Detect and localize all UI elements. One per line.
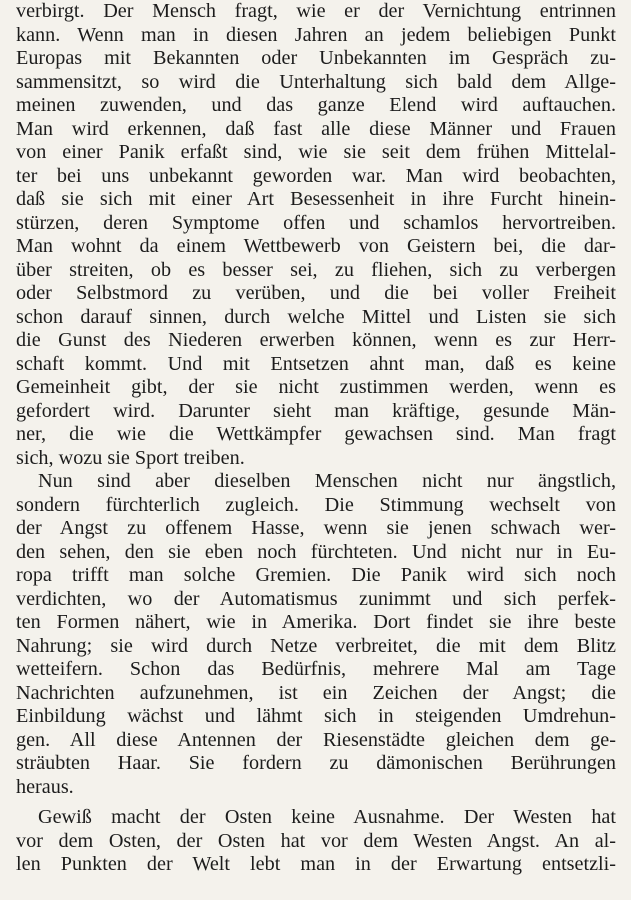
text-line: daß sie sich mit einer Art Besessenheit in ihre Furcht hinein-	[16, 188, 616, 210]
text-line: meinen zuwenden, und das ganze Elend wird auftauchen.	[16, 94, 616, 116]
text-line: den sehen, den sie eben noch fürchteten. Und nicht nur in Eu-	[16, 540, 616, 563]
body-text	[16, 0, 616, 877]
paragraph-1	[16, 0, 616, 470]
text-line: sondern fürchterlich zugleich. Die Stimmung wechselt von	[16, 493, 616, 516]
text-line: verbirgt. Der Mensch fragt, wie er der Vernichtung entrinnen	[16, 0, 616, 22]
text-line: sich, wozu sie Sport treiben.	[16, 446, 245, 469]
text-line: ner, die wie die Wettkämpfer gewachsen sind. Man fragt	[16, 423, 616, 445]
text-line: oder Selbstmord zu verüben, und die bei voller Freiheit	[16, 282, 616, 304]
text-line: Man wohnt da einem Wettbewerb von Geistern bei, die dar-	[16, 235, 616, 257]
text-line: ropa trifft man solche Gremien. Die Panik wird sich noch	[16, 564, 616, 586]
paragraph-gap	[16, 799, 616, 806]
text-line: Nahrung; sie wird durch Netze verbreitet, die mit dem Blitz	[16, 634, 616, 657]
text-line: sträubten Haar. Sie fordern zu dämonischen Berührungen	[16, 752, 616, 774]
text-line: gefordert wird. Darunter sieht man kräftige, gesunde Män-	[16, 399, 616, 422]
text-line: ter bei uns unbekannt geworden war. Man wird beobachten,	[16, 164, 616, 187]
text-line: gen. All diese Antennen der Riesenstädte gleichen dem ge-	[16, 728, 616, 751]
text-line: Einbildung wächst und lähmt sich in steigenden Umdrehun-	[16, 705, 616, 727]
text-line: die Gunst des Niederen erwerben können, wenn es zur Herr-	[16, 329, 616, 351]
text-line: heraus.	[16, 775, 74, 798]
paragraph-2	[16, 470, 616, 799]
text-line: schon darauf sinnen, durch welche Mittel und Listen sie sich	[16, 305, 616, 328]
text-line: kann. Wenn man in diesen Jahren an jedem beliebigen Punkt	[16, 23, 616, 46]
text-line: Gemeinheit gibt, der sie nicht zustimmen werden, wenn es	[16, 376, 616, 398]
text-line: über streiten, ob es besser sei, zu fliehen, sich zu verbergen	[16, 258, 616, 281]
text-line: vor dem Osten, der Osten hat vor dem Westen Angst. An al-	[16, 829, 616, 852]
text-line: wetteifern. Schon das Bedürfnis, mehrere Mal am Tage	[16, 658, 616, 680]
text-line: ten Formen nähert, wie in Amerika. Dort findet sie ihre beste	[16, 611, 616, 633]
paragraph-3	[16, 806, 616, 877]
text-line: Nachrichten aufzunehmen, ist ein Zeichen der Angst; die	[16, 681, 616, 704]
text-line: Nun sind aber dieselben Menschen nicht nur ängstlich,	[38, 470, 616, 492]
text-line: stürzen, deren Symptome offen und schamlos hervortreiben.	[16, 211, 616, 234]
text-line: von einer Panik erfaßt sind, wie sie seit dem frühen Mittelal-	[16, 141, 616, 163]
text-line: Man wird erkennen, daß fast alle diese Männer und Frauen	[16, 117, 616, 140]
text-line: verdichten, wo der Automatismus zunimmt und sich perfek-	[16, 587, 616, 610]
text-line: Europas mit Bekannten oder Unbekannten im Gespräch zu-	[16, 47, 616, 69]
text-line: schaft kommt. Und mit Entsetzen ahnt man, daß es keine	[16, 352, 616, 375]
text-line: der Angst zu offenem Hasse, wenn sie jenen schwach wer-	[16, 517, 616, 539]
text-line: Gewiß macht der Osten keine Ausnahme. Der Westen hat	[38, 806, 616, 828]
text-line: sammensitzt, so wird die Unterhaltung sich bald dem Allge-	[16, 70, 616, 93]
text-line: len Punkten der Welt lebt man in der Erwartung entsetzli-	[16, 853, 616, 875]
